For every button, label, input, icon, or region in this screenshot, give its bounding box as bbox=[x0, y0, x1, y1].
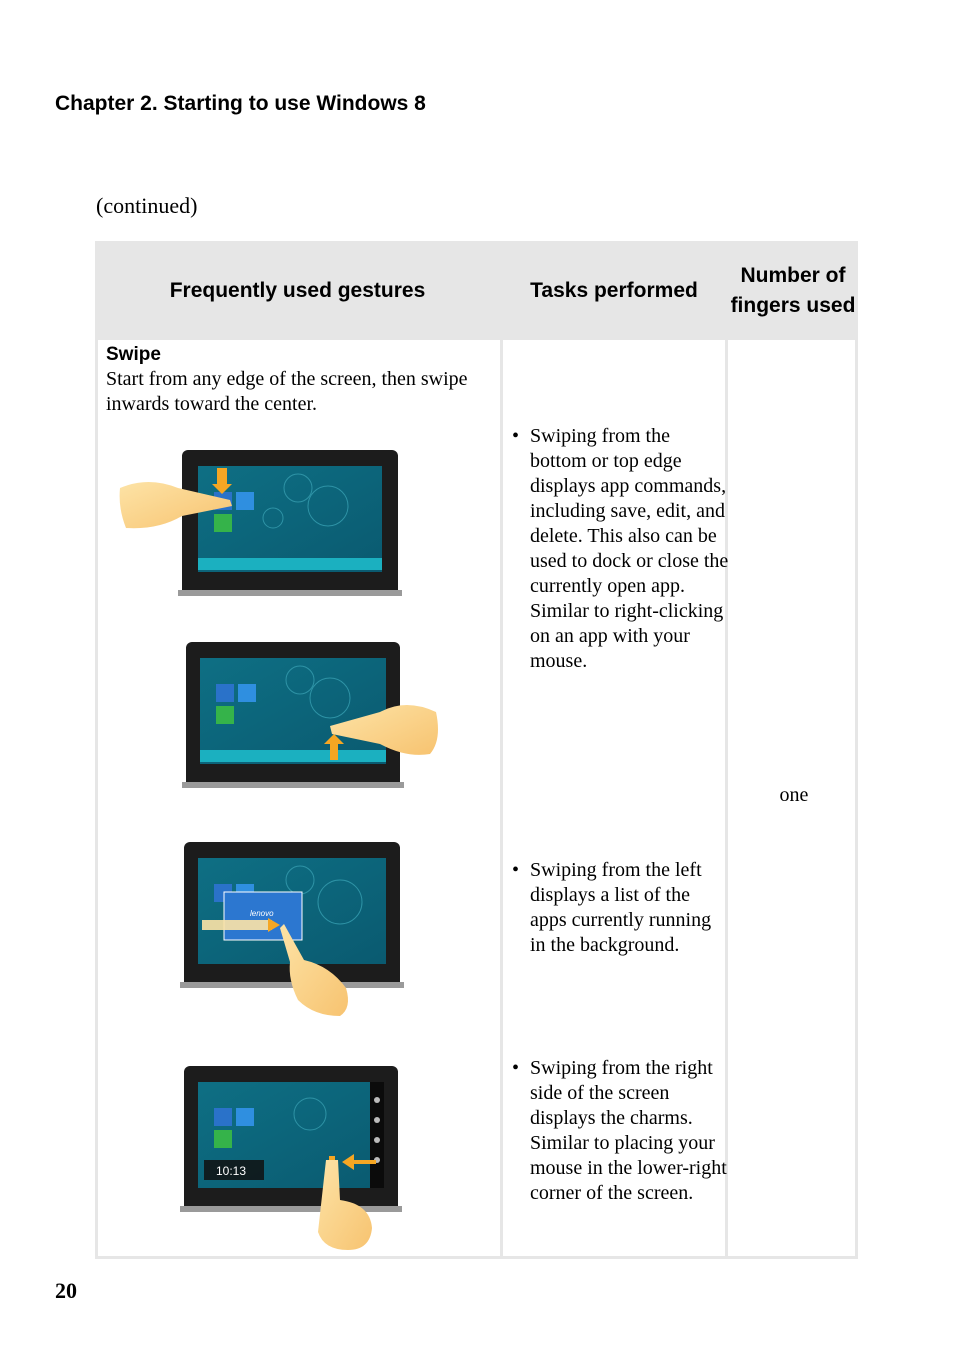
column-header-tasks: Tasks performed bbox=[503, 241, 725, 340]
table-divider-1 bbox=[500, 241, 503, 1259]
swipe-top-illustration bbox=[118, 448, 402, 600]
table-border-bottom bbox=[95, 1256, 858, 1259]
task-item bbox=[512, 858, 730, 958]
task-item bbox=[512, 424, 730, 674]
task-item bbox=[512, 1056, 730, 1206]
clock-time: 10:13 bbox=[216, 1164, 247, 1178]
task-text: Swiping from the bottom or top edge displays app commands, including save, edit, and delete. This also can be used to dock or close the currently open app. Similar to right-clicking on an app with your mouse. bbox=[530, 425, 729, 672]
gesture-description: Start from any edge of the screen, then swipe inwards toward the center. bbox=[106, 368, 468, 415]
task-text: Swiping from the right side of the screen displays the charms. Similar to placing your mouse in the lower-right corner of the screen. bbox=[530, 1057, 727, 1204]
page-number: 20 bbox=[55, 1278, 77, 1303]
column-header-gestures: Frequently used gestures bbox=[95, 241, 500, 340]
gesture-title: Swipe bbox=[106, 344, 161, 365]
swipe-right-illustration bbox=[180, 1064, 402, 1254]
chapter-title: Chapter 2. Starting to use Windows 8 bbox=[55, 92, 426, 115]
continued-label: (continued) bbox=[96, 193, 198, 218]
fingers-count: one bbox=[779, 784, 809, 806]
column-header-fingers: Number of fingers used bbox=[728, 241, 858, 340]
brand-label: lenovo bbox=[250, 909, 274, 918]
table-border-left bbox=[95, 241, 98, 1259]
swipe-bottom-illustration bbox=[180, 640, 442, 792]
bullet: • bbox=[512, 1057, 520, 1079]
swipe-left-illustration bbox=[180, 840, 404, 1020]
task-text: Swiping from the left displays a list of the apps currently running in the background. bbox=[530, 859, 712, 956]
bullet: • bbox=[512, 425, 520, 447]
table-border-right bbox=[855, 241, 858, 1259]
bullet: • bbox=[512, 859, 520, 881]
